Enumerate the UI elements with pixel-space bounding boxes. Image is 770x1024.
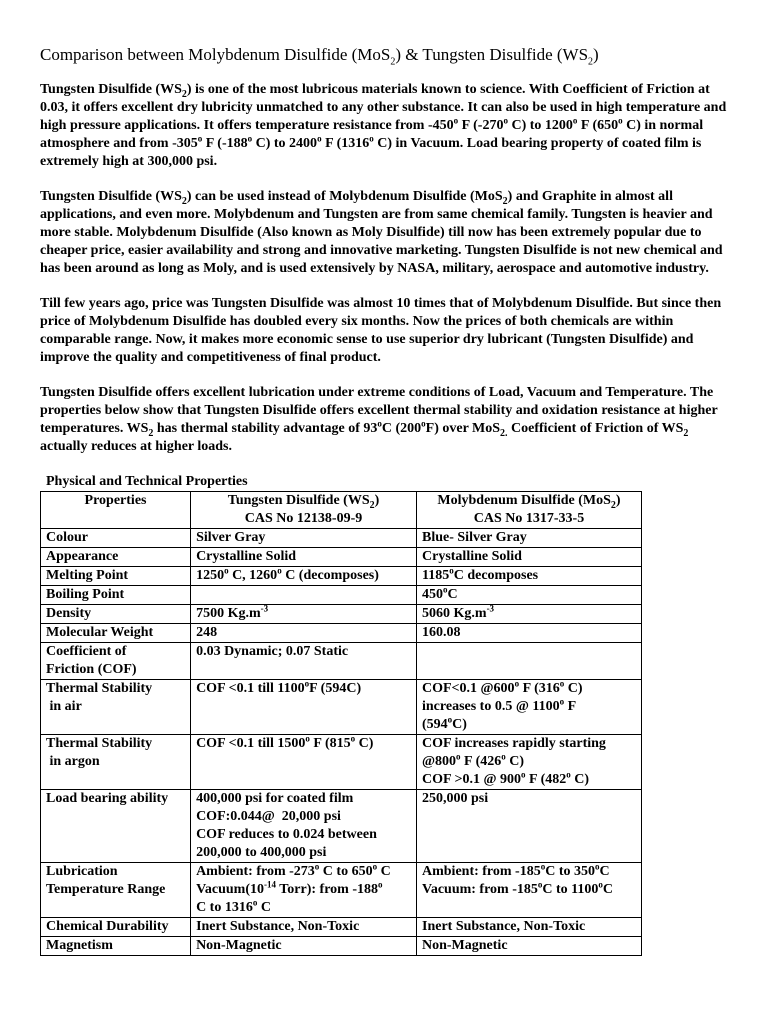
paragraph-text: Tungsten Disulfide offers excellent lubrication under extreme conditions of Load, Vacuum and Temperature. The properties below show that Tungsten Disulfide offers excellent thermal stability and oxidation resistance at higher temperatures. WS bbox=[40, 385, 718, 436]
cell-line bbox=[196, 881, 411, 899]
mos2-value: Inert Substance, Non-Toxic bbox=[417, 918, 642, 937]
degree-mark: o bbox=[421, 418, 426, 429]
cell-text: Vacuum: from -185 bbox=[422, 882, 538, 897]
ws2-value bbox=[191, 735, 417, 790]
mos2-value bbox=[417, 605, 642, 624]
cell-text: COF >0.1 @ 900 bbox=[422, 772, 522, 787]
cell-line bbox=[422, 753, 636, 771]
mos2-value bbox=[417, 680, 642, 735]
ws2-value bbox=[191, 680, 417, 735]
cell-line bbox=[422, 863, 636, 881]
subscript: 2 bbox=[502, 195, 508, 207]
title-subscript: 2 bbox=[390, 56, 396, 68]
table-row bbox=[41, 790, 642, 863]
title-text: ) bbox=[593, 45, 599, 64]
degree-mark: o bbox=[598, 879, 603, 890]
cell-text: 450 bbox=[422, 587, 443, 602]
degree-mark: o bbox=[453, 115, 459, 126]
cell-text: C (decomposes) bbox=[281, 568, 379, 583]
label-line: in argon bbox=[46, 754, 100, 769]
subscript: 2 bbox=[148, 427, 154, 439]
paragraph-text: C) in Vacuum. Load bearing property of coated film is extremely high at 300,000 psi. bbox=[40, 136, 702, 169]
degree-mark: o bbox=[224, 565, 229, 576]
row-label: Boiling Point bbox=[41, 586, 191, 605]
cell-text: COF <0.1 till 1500 bbox=[196, 736, 306, 751]
cell-text: 1250 bbox=[196, 568, 225, 583]
header-cas: CAS No 12138-09-9 bbox=[244, 511, 363, 526]
ws2-value bbox=[191, 790, 417, 863]
degree-mark: o bbox=[618, 115, 623, 126]
row-label bbox=[41, 735, 191, 790]
mos2-value bbox=[417, 863, 642, 918]
subscript: 2 bbox=[181, 88, 187, 100]
properties-table bbox=[40, 491, 642, 956]
ws2-value bbox=[191, 586, 417, 605]
mos2-value bbox=[417, 586, 642, 605]
row-label bbox=[41, 863, 191, 918]
paragraph-text: ) is one of the most lubricous materials known to science. With Coefficient of Friction at 0.03, it offers excellent dry lubricity unmatched to any other substance. It can also be used in high temperature and high pressure applications. It offers temperature resistance from -450 bbox=[40, 82, 727, 133]
header-mos2 bbox=[417, 492, 642, 529]
price-paragraph: Till few years ago, price was Tungsten Disulfide was almost 10 times that of Molybdenum Disulfide. But since then price of Molybdenum Disulfide has doubled every six months. Now the prices of both chemicals are within comparable range. Now, it makes more economic sense to use superior dry lubricant (Tungsten Disulfide) and improve the quality and competitiveness of final product. bbox=[40, 296, 722, 365]
header-text: Molybdenum Disulfide (MoS bbox=[437, 493, 611, 508]
degree-mark: o bbox=[252, 897, 258, 908]
label-line: Friction (COF) bbox=[46, 662, 137, 677]
table-row bbox=[41, 643, 642, 680]
degree-mark: o bbox=[566, 769, 571, 780]
cell-line bbox=[422, 698, 636, 716]
ws2-value: Non-Magnetic bbox=[191, 937, 417, 956]
cell-text: C decomposes bbox=[453, 568, 539, 583]
cell-line: 200,000 to 400,000 psi bbox=[196, 845, 327, 860]
degree-mark: o bbox=[559, 678, 565, 689]
degree-mark: o bbox=[503, 115, 508, 126]
table-row bbox=[41, 937, 642, 956]
ws2-value: Crystalline Solid bbox=[191, 548, 417, 567]
cell-text: C) bbox=[505, 754, 525, 769]
row-label: Chemical Durability bbox=[41, 918, 191, 937]
paragraph-text: F (-188 bbox=[202, 136, 248, 151]
paragraph-text: has thermal stability advantage of 93 bbox=[153, 421, 378, 436]
degree-mark: o bbox=[372, 861, 378, 872]
degree-mark: o bbox=[449, 565, 454, 576]
ws2-value: 0.03 Dynamic; 0.07 Static bbox=[191, 643, 417, 680]
table-row bbox=[41, 605, 642, 624]
cell-text: C to 350 bbox=[545, 864, 596, 879]
label-line: Lubrication bbox=[46, 864, 118, 879]
degree-mark: o bbox=[317, 133, 322, 144]
degree-mark: o bbox=[501, 751, 506, 762]
mos2-value bbox=[417, 643, 642, 680]
cell-text: Vacuum(10 bbox=[196, 882, 264, 897]
cell-text: F bbox=[564, 699, 577, 714]
row-label: Load bearing ability bbox=[41, 790, 191, 863]
row-label: Magnetism bbox=[41, 937, 191, 956]
cell-line: COF reduces to 0.024 between bbox=[196, 827, 377, 842]
cell-text: C to 650 bbox=[319, 864, 373, 879]
ws2-value: 248 bbox=[191, 624, 417, 643]
paragraph-text: F (650 bbox=[577, 118, 619, 133]
title-text: ) & Tungsten Disulfide (WS bbox=[395, 45, 589, 64]
cell-text: Ambient: from -273 bbox=[196, 864, 315, 879]
cell-text: C) bbox=[452, 717, 467, 732]
row-label bbox=[41, 643, 191, 680]
cell-text: @800 bbox=[422, 754, 457, 769]
row-label: Melting Point bbox=[41, 567, 191, 586]
cell-line bbox=[422, 881, 636, 899]
substitution-paragraph bbox=[40, 188, 730, 278]
cell-text: increases to 0.5 @ 1100 bbox=[422, 699, 560, 714]
document-title bbox=[40, 45, 730, 68]
degree-mark: o bbox=[247, 133, 253, 144]
paragraph-text: C) in normal atmosphere and from -305 bbox=[40, 118, 704, 151]
paragraph-text: actually reduces at higher loads. bbox=[40, 439, 232, 454]
cell-text: C bbox=[447, 587, 458, 602]
degree-mark: o bbox=[350, 733, 356, 744]
mos2-value: Non-Magnetic bbox=[417, 937, 642, 956]
row-label: Density bbox=[41, 605, 191, 624]
table-row bbox=[41, 918, 642, 937]
cell-text: C) bbox=[564, 681, 583, 696]
superscript: -14 bbox=[264, 879, 276, 890]
degree-mark: o bbox=[537, 879, 543, 890]
row-label bbox=[41, 680, 191, 735]
header-text: Tungsten Disulfide (WS bbox=[227, 493, 370, 508]
degree-mark: o bbox=[447, 714, 453, 725]
cell-text: C) bbox=[570, 772, 590, 787]
degree-mark: o bbox=[456, 751, 461, 762]
paragraph-text: C) to 2400 bbox=[252, 136, 318, 151]
document-page bbox=[40, 0, 730, 956]
cell-text: C bbox=[599, 864, 610, 879]
degree-mark: o bbox=[514, 678, 520, 689]
ws2-value: Silver Gray bbox=[191, 529, 417, 548]
paragraph-text: F) over MoS bbox=[425, 421, 501, 436]
subscript: 2 bbox=[369, 499, 375, 511]
table-caption: Physical and Technical Properties bbox=[46, 474, 248, 489]
cell-text: F (482 bbox=[525, 772, 567, 787]
superscript: -3 bbox=[260, 603, 269, 614]
row-label: Appearance bbox=[41, 548, 191, 567]
cell-text: COF<0.1 @600 bbox=[422, 681, 515, 696]
title-subscript: 2 bbox=[588, 56, 594, 68]
paragraph-text: C (200 bbox=[381, 421, 422, 436]
paragraph-text: F (-270 bbox=[458, 118, 504, 133]
mos2-value bbox=[417, 735, 642, 790]
subscript: 2 bbox=[683, 427, 689, 439]
superscript: -3 bbox=[486, 603, 495, 614]
table-row bbox=[41, 567, 642, 586]
cell-text: 5060 Kg.m bbox=[422, 606, 487, 621]
cell-text: C to 1100 bbox=[542, 882, 599, 897]
degree-mark: o bbox=[197, 133, 203, 144]
header-cas: CAS No 1317-33-5 bbox=[473, 511, 585, 526]
paragraph-text: Tungsten Disulfide (WS bbox=[40, 189, 182, 204]
mos2-value bbox=[417, 567, 642, 586]
subscript: 2 bbox=[610, 499, 616, 511]
degree-mark: o bbox=[314, 861, 320, 872]
cell-text: C bbox=[602, 882, 614, 897]
degree-mark: o bbox=[304, 678, 310, 689]
paragraph-text: ) and Graphite in almost all applications, and even more. Molybdenum and Tungsten are from same chemical family. Tungsten is heavier and more stable. Molybdenum Disulfide (Also known as Moly Disulfide) till now has been extremely popular due to cheaper price, easier availability and strong and innovative marketing. Tungsten Disulfide is not new chemical and has been around as long as Moly, and is used extensively by NASA, military, aerospace and automotive industry. bbox=[40, 189, 723, 276]
row-label: Colour bbox=[41, 529, 191, 548]
label-line: Temperature Range bbox=[46, 882, 166, 897]
ws2-value bbox=[191, 567, 417, 586]
header-text: ) bbox=[615, 493, 621, 508]
cell-text: 1185 bbox=[422, 568, 450, 583]
paragraph-text: Coefficient of Friction of WS bbox=[507, 421, 684, 436]
degree-mark: o bbox=[443, 584, 448, 595]
cell-text: F (594C) bbox=[309, 681, 362, 696]
cell-text: C to 1316 bbox=[196, 900, 253, 915]
degree-mark: o bbox=[540, 861, 546, 872]
cell-text: C, 1260 bbox=[228, 568, 278, 583]
table-row bbox=[41, 680, 642, 735]
degree-mark: o bbox=[572, 115, 578, 126]
degree-mark: o bbox=[559, 696, 565, 707]
subscript: 2. bbox=[500, 427, 508, 439]
cell-line: COF increases rapidly starting bbox=[422, 736, 606, 751]
row-label: Molecular Weight bbox=[41, 624, 191, 643]
ws2-value bbox=[191, 605, 417, 624]
mos2-value: 250,000 psi bbox=[417, 790, 642, 863]
label-line: Thermal Stability bbox=[46, 736, 153, 751]
header-text: ) bbox=[374, 493, 380, 508]
cell-text: F (426 bbox=[460, 754, 502, 769]
degree-mark: o bbox=[521, 769, 526, 780]
paragraph-text: Tungsten Disulfide (WS bbox=[40, 82, 182, 97]
table-header-row bbox=[41, 492, 642, 529]
paragraph-text: C) to 1200 bbox=[507, 118, 573, 133]
paragraph-text: ) can be used instead of Molybdenum Disulfide (MoS bbox=[186, 189, 503, 204]
table-row bbox=[41, 548, 642, 567]
cell-text: Ambient: from -185 bbox=[422, 864, 541, 879]
mos2-value: Crystalline Solid bbox=[417, 548, 642, 567]
cell-line bbox=[196, 863, 411, 881]
degree-mark: o bbox=[377, 418, 382, 429]
table-row bbox=[41, 863, 642, 918]
header-properties: Properties bbox=[41, 492, 191, 529]
cell-line: 400,000 psi for coated film bbox=[196, 791, 354, 806]
cell-text: (594 bbox=[422, 717, 448, 732]
cell-text: C bbox=[377, 864, 391, 879]
cell-line bbox=[196, 899, 411, 917]
cell-text: F (815 bbox=[309, 736, 351, 751]
cell-text: C bbox=[257, 900, 271, 915]
mos2-value: Blue- Silver Gray bbox=[417, 529, 642, 548]
label-line: Coefficient of bbox=[46, 644, 127, 659]
degree-mark: o bbox=[378, 879, 383, 890]
degree-mark: o bbox=[369, 133, 374, 144]
table-row bbox=[41, 586, 642, 605]
label-line: in air bbox=[46, 699, 82, 714]
ws2-value: Inert Substance, Non-Toxic bbox=[191, 918, 417, 937]
cell-line bbox=[422, 771, 636, 789]
mos2-value: 160.08 bbox=[417, 624, 642, 643]
cell-text: COF <0.1 till 1100 bbox=[196, 681, 305, 696]
table-row bbox=[41, 735, 642, 790]
table-row bbox=[41, 529, 642, 548]
cell-line bbox=[422, 680, 636, 698]
cell-text: F (316 bbox=[519, 681, 560, 696]
cell-line: COF:0.044@ 20,000 psi bbox=[196, 809, 341, 824]
cell-text: Torr): from -188 bbox=[276, 882, 378, 897]
header-ws2 bbox=[191, 492, 417, 529]
paragraph-text: F (1316 bbox=[321, 136, 370, 151]
cell-line bbox=[422, 716, 636, 734]
degree-mark: o bbox=[595, 861, 600, 872]
lubrication-paragraph bbox=[40, 384, 730, 456]
degree-mark: o bbox=[277, 565, 282, 576]
table-row bbox=[41, 624, 642, 643]
ws2-value bbox=[191, 863, 417, 918]
degree-mark: o bbox=[305, 733, 310, 744]
label-line: Thermal Stability bbox=[46, 681, 153, 696]
cell-text: 7500 Kg.m bbox=[196, 606, 261, 621]
subscript: 2 bbox=[181, 195, 187, 207]
cell-text: C) bbox=[355, 736, 374, 751]
title-text: Comparison between Molybdenum Disulfide (MoS bbox=[40, 45, 391, 64]
intro-paragraph bbox=[40, 81, 730, 171]
